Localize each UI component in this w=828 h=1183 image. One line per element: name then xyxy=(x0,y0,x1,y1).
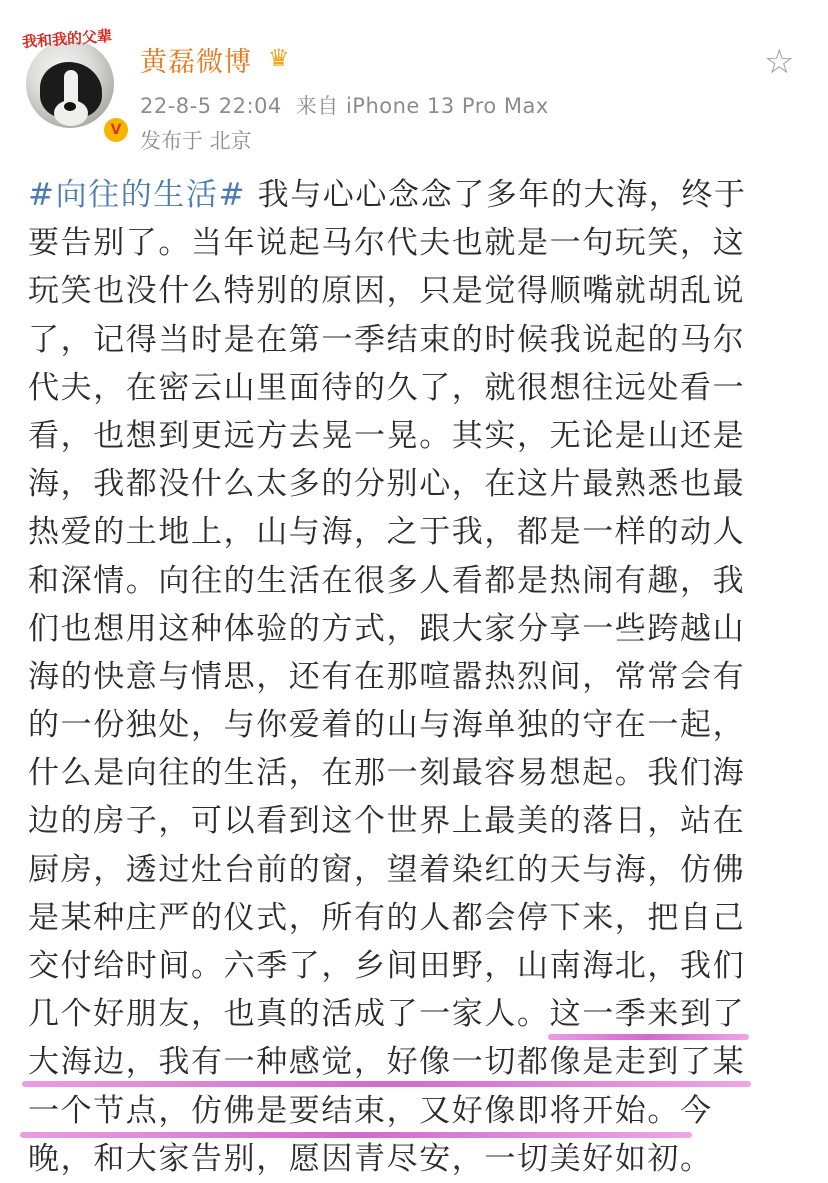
post-line: 海的快意与情思，还有在那喧嚣热烈间，常常会有 xyxy=(28,658,746,695)
post-line: 们也想用这种体验的方式，跟大家分享一些跨越山 xyxy=(28,610,746,647)
highlight-stroke xyxy=(548,1034,750,1040)
highlight-stroke xyxy=(20,1132,692,1138)
avatar-caption: 我和我的父辈 xyxy=(21,26,113,52)
post-line: 海，我都没什么太多的分别心，在这片最熟悉也最 xyxy=(28,466,746,503)
avatar[interactable] xyxy=(21,26,124,138)
post-line: 玩笑也没什么特别的原因，只是觉得顺嘴就胡乱说 xyxy=(28,273,746,310)
post-line: 厨房，透过灶台前的窗，望着染红的天与海，仿佛 xyxy=(28,851,746,888)
post-line: 要告别了。当年说起马尔代夫也就是一句玩笑，这 xyxy=(28,225,746,262)
post-line: 了，记得当时是在第一季结束的时候我说起的马尔 xyxy=(28,321,746,358)
post-line: 边的房子，可以看到这个世界上最美的落日，站在 xyxy=(28,803,746,840)
hashtag-link[interactable]: #向往的生活# xyxy=(28,177,247,213)
highlighted-text: 大海边，我有一种感觉，好像一切都像是走到了某 xyxy=(28,1044,745,1080)
post-line: 一个节点，仿佛是要结束，又好像即将开始。 今 xyxy=(28,1087,796,1135)
verified-v-icon: V xyxy=(102,116,130,144)
highlighted-text: 一个节点，仿佛是要结束，又好像即将开始。 xyxy=(28,1093,680,1129)
post-meta xyxy=(140,90,549,120)
source-device: 来自 iPhone 13 Pro Max xyxy=(295,94,549,118)
crown-icon: ♛ xyxy=(268,44,290,72)
avatar-image xyxy=(26,40,114,128)
highlight-stroke xyxy=(22,1081,751,1087)
post-line: 什么是向往的生活，在那一刻最容易想起。我们海 xyxy=(28,755,746,792)
post-line: 代夫，在密云山里面待的久了，就很想往远处看一 xyxy=(28,369,746,406)
location: 发布于 北京 xyxy=(140,129,252,153)
dog-nose xyxy=(64,102,76,111)
star-icon[interactable]: ☆ xyxy=(764,42,795,82)
post-line: 交付给时间。六季了，乡间田野，山南海北，我们 xyxy=(28,948,746,984)
timestamp: 22-8-5 22:04 xyxy=(140,94,282,118)
post-line: 是某种庄严的仪式，所有的人都会停下来，把自己 xyxy=(28,899,746,936)
post-line: 热爱的土地上，山与海，之于我，都是一样的动人 xyxy=(28,514,746,551)
post-line xyxy=(28,1038,796,1086)
username[interactable]: 黄磊微博 xyxy=(140,47,252,78)
post-line: #向往的生活# 我与心心念念了多年的大海，终于 xyxy=(28,177,747,213)
post-line: 和深情。向往的生活在很多人看都是热闹有趣，我 xyxy=(28,562,746,599)
post-line: 的一份独处，与你爱着的山与海单独的守在一起， xyxy=(28,707,746,744)
highlighted-text: 这一季来到了 xyxy=(550,996,746,1032)
post-line: 几个好朋友，也真的活成了一家人。这一季来到了 xyxy=(28,990,796,1038)
post-line: 晚，和大家告别，愿因青尽安，一切美好如初。 xyxy=(28,1140,713,1177)
post-body xyxy=(28,171,796,1183)
post-line: 看，也想到更远方去晃一晃。其实，无论是山还是 xyxy=(28,417,746,454)
